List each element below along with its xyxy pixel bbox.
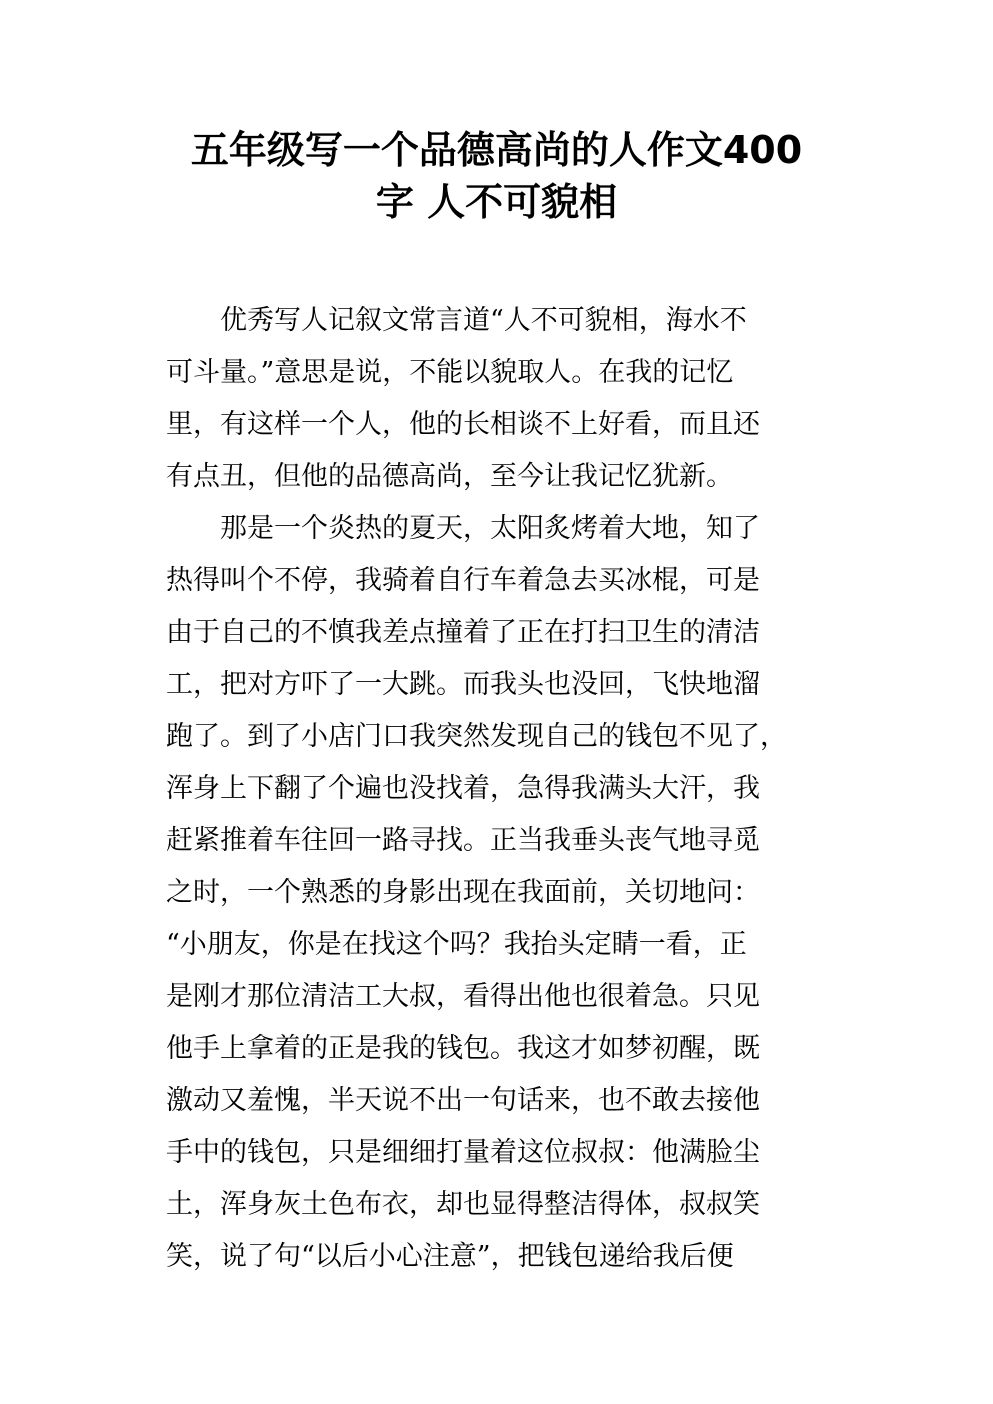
document-title-line-1: 五年级写一个品德高尚的人作文400 bbox=[190, 128, 803, 172]
body-line: 是刚才那位清洁工大叔，看得出他也很着急。只见 bbox=[166, 981, 760, 1012]
body-line: 笑，说了句“以后小心注意”，把钱包递给我后便 bbox=[166, 1241, 734, 1272]
body-line: 浑身上下翻了个遍也没找着，急得我满头大汗，我 bbox=[166, 773, 760, 804]
body-line: 他手上拿着的正是我的钱包。我这才如梦初醒，既 bbox=[166, 1033, 760, 1064]
body-line: 手中的钱包，只是细细打量着这位叔叔：他满脸尘 bbox=[166, 1137, 760, 1168]
body-line: “小朋友，你是在找这个吗？我抬头定睛一看，正 bbox=[166, 929, 747, 960]
body-line: 跑了。到了小店门口我突然发现自己的钱包不见了， bbox=[166, 721, 787, 752]
body-line: 优秀写人记叙文常言道“人不可貌相，海水不 bbox=[166, 305, 747, 336]
document-title-line-2: 字 人不可貌相 bbox=[375, 180, 618, 224]
body-line: 之时，一个熟悉的身影出现在我面前，关切地问： bbox=[166, 877, 760, 908]
body-line: 热得叫个不停，我骑着自行车着急去买冰棍，可是 bbox=[166, 565, 760, 596]
body-line: 激动又羞愧，半天说不出一句话来，也不敢去接他 bbox=[166, 1085, 760, 1116]
body-line: 可斗量。”意思是说，不能以貌取人。在我的记忆 bbox=[166, 357, 734, 388]
body-line: 工，把对方吓了一大跳。而我头也没回，飞快地溜 bbox=[166, 669, 760, 700]
body-line: 里，有这样一个人，他的长相谈不上好看，而且还 bbox=[166, 409, 760, 440]
body-line: 赶紧推着车往回一路寻找。正当我垂头丧气地寻觅 bbox=[166, 825, 760, 856]
body-line: 有点丑，但他的品德高尚，至今让我记忆犹新。 bbox=[166, 461, 733, 492]
body-line: 由于自己的不慎我差点撞着了正在打扫卫生的清洁 bbox=[166, 617, 760, 648]
body-line: 土，浑身灰土色布衣，却也显得整洁得体，叔叔笑 bbox=[166, 1189, 760, 1220]
body-line: 那是一个炎热的夏天，太阳炙烤着大地，知了 bbox=[166, 513, 760, 544]
